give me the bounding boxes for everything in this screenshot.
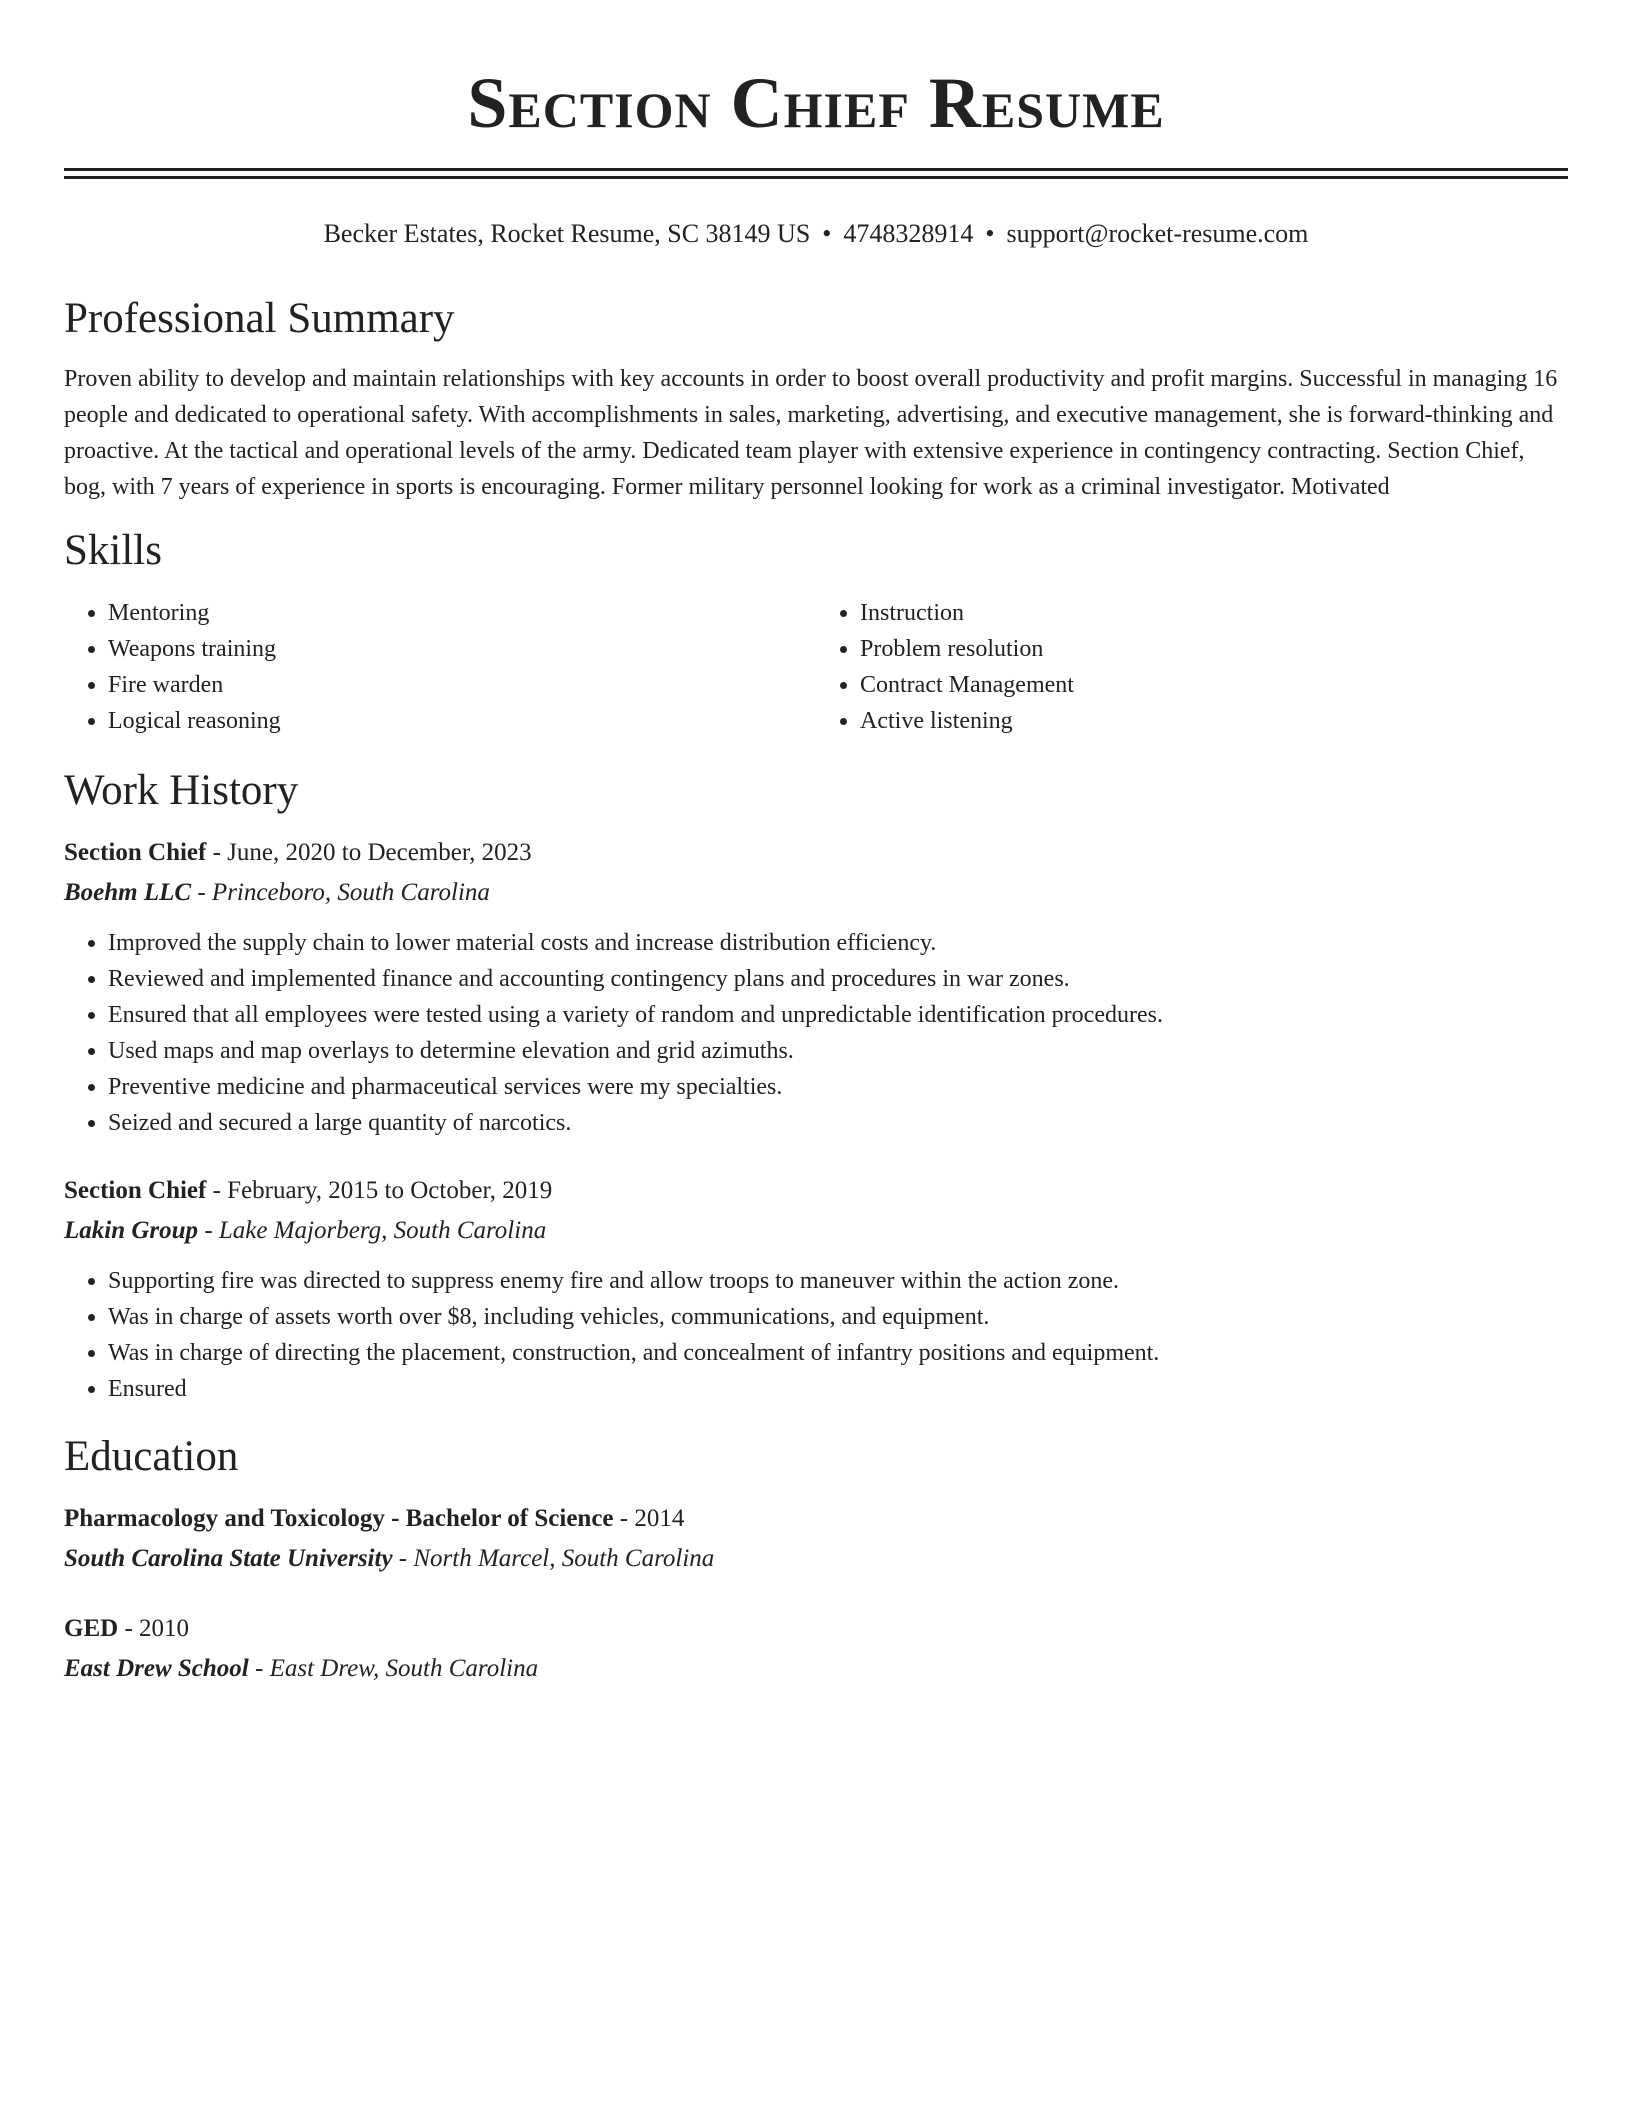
job-title: Section Chief [64, 1177, 207, 1204]
job-dates: - February, 2015 to October, 2019 [206, 1177, 553, 1204]
education-school: South Carolina State University [64, 1545, 393, 1572]
education-year: - 2010 [118, 1615, 190, 1642]
job-company-line [64, 873, 1568, 913]
job-duty: • Preventive medicine and pharmaceutical services were my specialties. [108, 1069, 1568, 1105]
job-duty: • Was in charge of assets worth over $8, including vehicles, communications, and equipment. [108, 1299, 1568, 1335]
education-header [64, 1609, 1568, 1649]
skill-item: • Problem resolution [860, 631, 1568, 667]
job-duty: • Supporting fire was directed to suppress enemy fire and allow troops to maneuver within the action zone. [108, 1263, 1568, 1299]
education-year: - 2014 [613, 1505, 685, 1532]
job-company: Lakin Group [64, 1217, 199, 1244]
education-entry [64, 1499, 1568, 1579]
skills-list [64, 595, 1568, 739]
skill-item: • Mentoring [108, 595, 816, 631]
education-degree: Pharmacology and Toxicology - Bachelor of Science [64, 1505, 614, 1532]
job-dates: - June, 2020 to December, 2023 [206, 839, 532, 866]
contact-separator: • [822, 219, 832, 248]
resume-page [64, 0, 1568, 1689]
summary-heading: Professional Summary [64, 295, 455, 342]
job-title: Section Chief [64, 839, 207, 866]
education-school: East Drew School [64, 1655, 249, 1682]
skills-heading: Skills [64, 527, 162, 574]
job-entry [64, 1171, 1568, 1407]
contact-phone: 4748328914 [843, 219, 974, 248]
skill-item: • Active listening [860, 703, 1568, 739]
job-duties [64, 1263, 1568, 1407]
job-duty: • Ensured that all employees were tested using a variety of random and unpredictable identification procedures. [108, 997, 1568, 1033]
contact-email: support@rocket-resume.com [1006, 219, 1309, 248]
skill-item: • Logical reasoning [108, 703, 816, 739]
education-school-line [64, 1539, 1568, 1579]
title-divider-top [64, 168, 1568, 171]
job-duty: • Was in charge of directing the placement, construction, and concealment of infantry positions and equipment. [108, 1335, 1568, 1371]
job-duty: • Ensured [108, 1371, 1568, 1407]
job-duty: • Used maps and map overlays to determine elevation and grid azimuths. [108, 1033, 1568, 1069]
contact-address: Becker Estates, Rocket Resume, SC 38149 US [323, 219, 811, 248]
job-duties [64, 925, 1568, 1141]
skill-item: • Contract Management [860, 667, 1568, 703]
job-duty: • Reviewed and implemented finance and accounting contingency plans and procedures in war zones. [108, 961, 1568, 997]
skill-item: • Weapons training [108, 631, 816, 667]
education-entry [64, 1609, 1568, 1689]
job-header [64, 1171, 1568, 1211]
resume-title: Section Chief Resume [467, 63, 1165, 143]
contact-line [64, 217, 1568, 251]
education-header [64, 1499, 1568, 1539]
job-duty: • Improved the supply chain to lower material costs and increase distribution efficiency. [108, 925, 1568, 961]
education-school-line [64, 1649, 1568, 1689]
job-header [64, 833, 1568, 873]
education-degree: GED [64, 1615, 119, 1642]
job-entry [64, 833, 1568, 1141]
education-location: - East Drew, South Carolina [248, 1655, 539, 1682]
education-heading: Education [64, 1433, 239, 1480]
title-divider-bottom [64, 176, 1568, 179]
skill-item: • Instruction [860, 595, 1568, 631]
skills-column-right [816, 595, 1568, 739]
summary-text: Proven ability to develop and maintain relationships with key accounts in order to boost overall productivity and profit margins. Successful in managing 16 people and dedicated to operational safety. With accomplishments in sales, marketing, advertising, and executive management, she is forward-thinking and proactive. At the tactical and operational levels of the army. Dedicated team player with extensive experience in contingency contracting. Section Chief, bog, with 7 years of experience in sports is encouraging. Former military personnel looking for work as a criminal investigator. Motivated [64, 366, 1558, 500]
skill-item: • Fire warden [108, 667, 816, 703]
job-company: Boehm LLC [64, 879, 192, 906]
contact-separator: • [985, 219, 995, 248]
education-location: - North Marcel, South Carolina [392, 1545, 715, 1572]
job-company-line [64, 1211, 1568, 1251]
skills-column-left [64, 595, 816, 739]
work-history-heading: Work History [64, 767, 299, 814]
job-location: - Princeboro, South Carolina [191, 879, 490, 906]
job-duty: • Seized and secured a large quantity of narcotics. [108, 1105, 1568, 1141]
job-location: - Lake Majorberg, South Carolina [198, 1217, 547, 1244]
